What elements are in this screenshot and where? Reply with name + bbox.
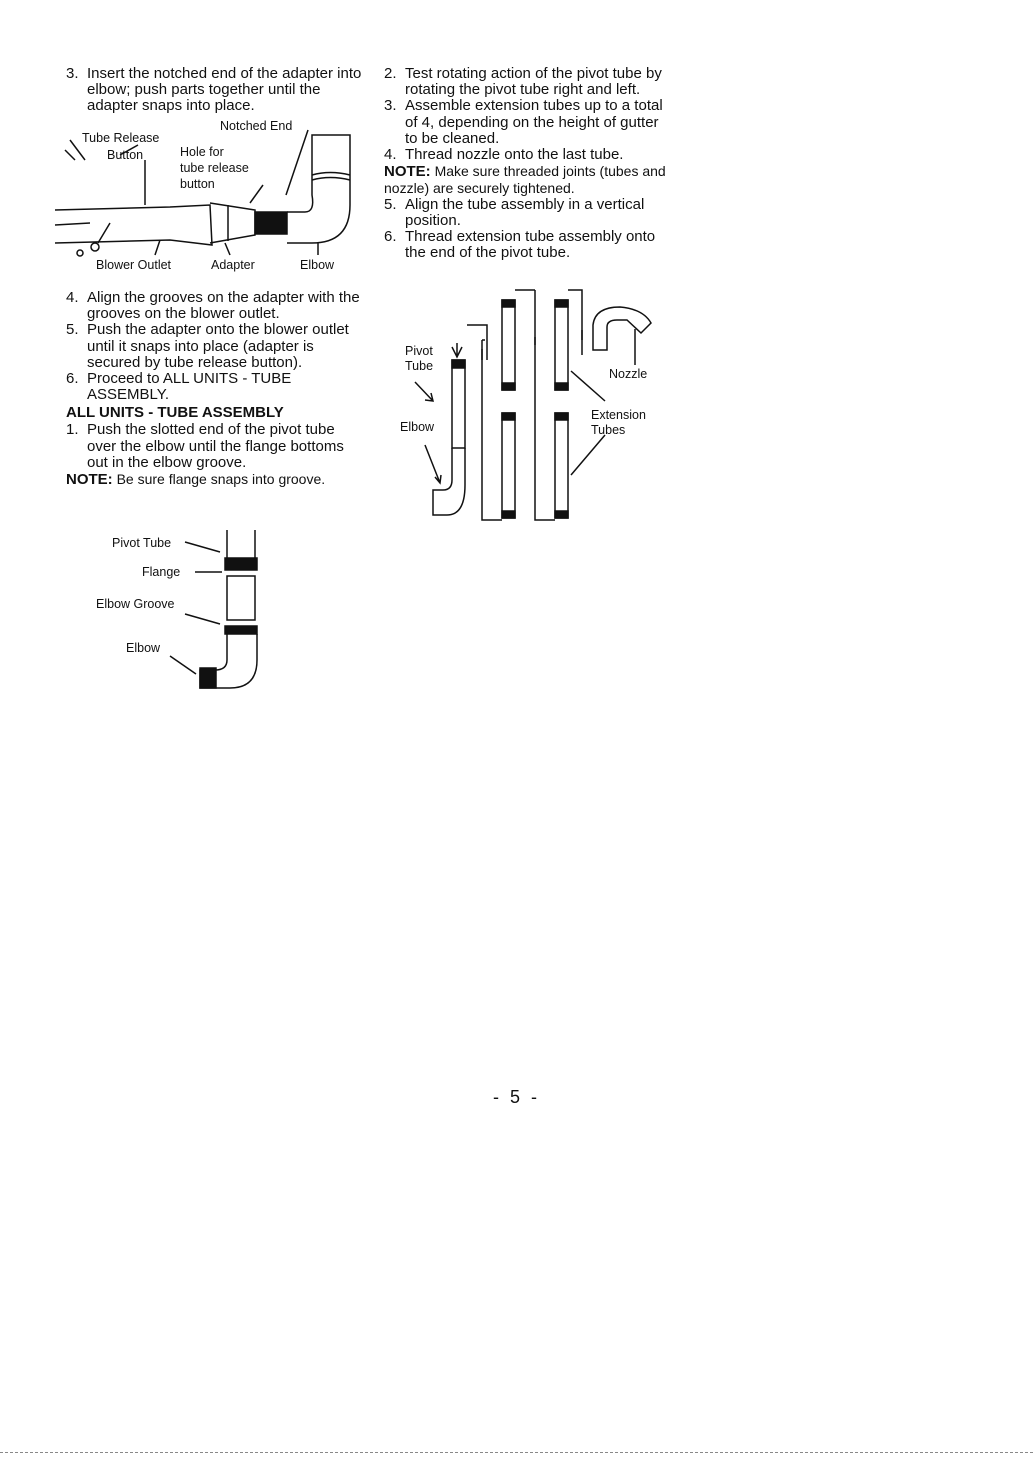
step-text: Proceed to ALL UNITS - TUBE ASSEMBLY. xyxy=(87,370,292,404)
step-6-proceed xyxy=(66,371,366,403)
label-button-2: button xyxy=(180,177,215,191)
label-notched-end: Notched End xyxy=(220,119,293,133)
label-flange: Flange xyxy=(142,565,181,579)
note-text: Be sure flange snaps into groove. xyxy=(116,471,326,488)
step-4-thread-nozzle xyxy=(384,147,674,163)
step-5-align-vertical xyxy=(384,197,674,229)
step-text: Thread extension tube assembly onto the end of the pivot tube. xyxy=(405,228,656,262)
pivot-tube-figure xyxy=(90,530,280,692)
step-text: Push the slotted end of the pivot tube over the elbow until the flange bottoms out in the elbow groove. xyxy=(87,421,344,471)
label-tubes: Tubes xyxy=(591,423,626,437)
label-tube-release: Tube Release xyxy=(82,131,160,145)
label-tube-release-2: tube release xyxy=(180,161,249,175)
step-text: Test rotating action of the pivot tube by rotating the pivot tube right and left. xyxy=(405,65,662,99)
label-elbow-groove: Elbow Groove xyxy=(96,597,175,611)
label-pivot-tube: Pivot Tube xyxy=(112,536,172,550)
adapter-elbow-figure xyxy=(50,115,360,275)
label-hole-for: Hole for xyxy=(180,145,224,159)
step-4-align-grooves xyxy=(66,290,366,322)
step-number: 4. xyxy=(66,289,79,306)
label-nozzle: Nozzle xyxy=(609,367,648,381)
bottom-divider xyxy=(0,1452,1033,1453)
step-number: 6. xyxy=(384,228,397,246)
page-number: - 5 - xyxy=(492,1087,540,1107)
right-column xyxy=(384,66,674,261)
label-elbow-fig2: Elbow xyxy=(126,641,161,655)
note-threaded-joints xyxy=(384,163,674,196)
note-label: NOTE: xyxy=(66,471,113,489)
step-number: 1. xyxy=(66,421,79,439)
label-elbow: Elbow xyxy=(300,258,335,272)
step-3-assemble-extension xyxy=(384,98,674,147)
step-text: Insert the notched end of the adapter into elbow; push parts together until the adapter snaps into place. xyxy=(87,65,362,115)
step-2-test-rotation xyxy=(384,66,674,98)
step-number: 2. xyxy=(384,65,397,82)
label-tube: Tube xyxy=(405,359,434,373)
step-number: 5. xyxy=(384,195,397,213)
step-number: 3. xyxy=(384,97,397,115)
step-text: Push the adapter onto the blower outlet until it snaps into place (adapter is secured by tube release button). xyxy=(87,321,349,371)
step-number: 3. xyxy=(66,65,79,82)
label-extension: Extension xyxy=(591,408,646,422)
label-button: Button xyxy=(107,148,144,162)
step-5-push-adapter xyxy=(66,322,366,371)
step-text: Assemble extension tubes up to a total of 4, depending on the height of gutter to be cleaned. xyxy=(405,97,663,147)
step-number: 6. xyxy=(66,370,79,388)
step-text: Thread nozzle onto the last tube. xyxy=(405,146,624,164)
step-3-insert-adapter xyxy=(66,66,366,115)
note-flange xyxy=(66,471,366,488)
left-column-lower xyxy=(66,290,366,488)
step-number: 5. xyxy=(66,321,79,339)
label-elbow-fig3: Elbow xyxy=(400,420,435,434)
step-number: 4. xyxy=(384,146,397,164)
note-label: NOTE: xyxy=(384,163,431,181)
step-1-push-pivot-tube xyxy=(66,422,366,471)
tube-assembly-figure xyxy=(395,285,685,525)
section-heading: ALL UNITS - TUBE ASSEMBLY xyxy=(66,404,284,422)
pivot-tube-drawing xyxy=(170,530,257,688)
step-text: Align the grooves on the adapter with the grooves on the blower outlet. xyxy=(87,289,360,323)
label-pivot: Pivot xyxy=(405,344,433,358)
note-text: Make sure threaded joints (tubes and nozzle) are securely tightened. xyxy=(384,163,666,197)
label-blower-outlet: Blower Outlet xyxy=(96,258,172,272)
step-6-thread-extension xyxy=(384,229,674,261)
step-text: Align the tube assembly in a vertical position. xyxy=(405,195,645,229)
left-column xyxy=(66,66,366,115)
tube-assembly-drawing xyxy=(415,290,651,520)
label-adapter: Adapter xyxy=(211,258,255,272)
